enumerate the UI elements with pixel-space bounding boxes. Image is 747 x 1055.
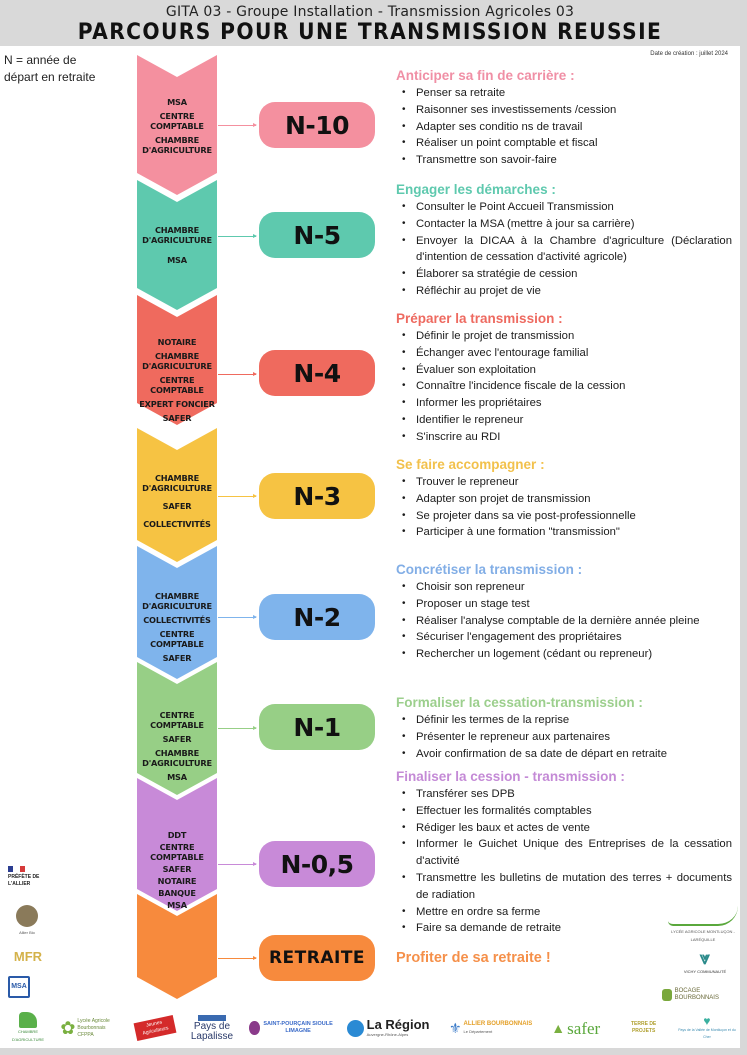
logo-text: Lycée Agricole Bourbonnais CFPPA xyxy=(77,1017,110,1038)
actors-n10 xyxy=(137,80,217,172)
logo-safer xyxy=(551,1020,611,1037)
logo-text: CHAMBRE D'AGRICULTURE xyxy=(11,1029,45,1042)
circle-icon xyxy=(249,1021,260,1035)
logo-text: Jeunes Agriculteurs xyxy=(133,1015,176,1041)
list-item: • Faire sa demande de retraite xyxy=(396,920,732,937)
section-n4 xyxy=(396,311,732,446)
logo-text: PRÉFÈTE DE L'ALLIER xyxy=(8,874,40,887)
list-item: • Adapter son projet de transmission xyxy=(396,491,732,508)
logo-region-aura xyxy=(347,1018,437,1038)
actor: CHAMBRE D'AGRICULTURE xyxy=(142,591,212,611)
section-n3 xyxy=(396,457,732,541)
list-item: • Définir le projet de transmission xyxy=(396,328,732,345)
list-item: • Contacter la MSA (mettre à jour sa carrière) xyxy=(396,216,732,233)
list-item: • Réaliser un point comptable et fiscal xyxy=(396,135,732,152)
connector-arrow-icon xyxy=(218,728,256,729)
actor: CENTRE COMPTABLE xyxy=(150,629,204,649)
list-item: • Rechercher un logement (cédant ou repreneur) xyxy=(396,646,732,663)
list-item: • Transférer ses DPB xyxy=(396,786,732,803)
creation-date: Date de création : juillet 2024 xyxy=(650,51,728,57)
section-heading: Concrétiser la transmission : xyxy=(396,562,583,577)
leaf-icon xyxy=(16,905,38,927)
actor: CHAMBRE D'AGRICULTURE xyxy=(142,473,212,493)
list-item: • Participer à une formation "transmission" xyxy=(396,524,732,541)
list-item: • Connaître l'incidence fiscale de la cession xyxy=(396,378,732,395)
list-item: • Se projeter dans sa vie post-professionnelle xyxy=(396,508,732,525)
logo-allier-bio xyxy=(12,905,42,937)
logo-subtext: Le Département xyxy=(463,1029,493,1034)
step-badge-retraite: RETRAITE xyxy=(259,935,375,981)
actor: SAFER xyxy=(162,864,192,874)
list-item: • Présenter le repreneur aux partenaires xyxy=(396,729,732,746)
mountain-icon xyxy=(347,1020,364,1037)
section-heading: Formaliser la cessation-transmission : xyxy=(396,695,643,710)
legend-note-line1: N = année de xyxy=(4,53,77,67)
actor: CENTRE COMPTABLE xyxy=(150,111,204,131)
connector-arrow-icon xyxy=(218,864,256,865)
logo-lycee-bourbonnais xyxy=(60,1018,122,1039)
logo-pays-lapalisse xyxy=(187,1015,237,1042)
actor: SAFER xyxy=(162,653,192,663)
actors-n3 xyxy=(137,462,217,540)
actor: CHAMBRE D'AGRICULTURE xyxy=(142,351,212,371)
list-item: • Proposer un stage test xyxy=(396,596,732,613)
logo-vichy xyxy=(680,948,730,976)
list-item: • Mettre en ordre sa ferme xyxy=(396,904,732,921)
header-banner xyxy=(0,0,740,46)
connector-arrow-icon xyxy=(218,125,256,126)
list-item: • Échanger avec l'entourage familial xyxy=(396,345,732,362)
page-title: PARCOURS POUR UNE TRANSMISSION REUSSIE xyxy=(77,20,663,45)
logo-text: SAINT-POURÇAIN SIOULE LIMAGNE xyxy=(263,1021,333,1034)
connector-arrow-icon xyxy=(218,617,256,618)
actor: COLLECTIVITÉS xyxy=(143,615,211,625)
list-item: • Rédiger les baux et actes de vente xyxy=(396,820,732,837)
list-item: • Choisir son repreneur xyxy=(396,579,732,596)
actor: EXPERT FONCIER xyxy=(139,399,215,409)
logo-msa xyxy=(8,976,30,998)
actor: MSA xyxy=(167,772,187,782)
logo-text: BOCAGE BOURBONNAIS xyxy=(674,988,719,1001)
fleur-icon: ⚜ xyxy=(448,1019,462,1036)
step-badge-n2: N-2 xyxy=(259,594,375,640)
list-item: • Identifier le repreneur xyxy=(396,412,732,429)
logo-text: VICHY COMMUNAUTÉ xyxy=(683,969,727,974)
logo-chambre-agriculture xyxy=(8,1012,48,1044)
actor: BANQUE xyxy=(158,888,196,898)
section-heading: Profiter de sa retraite ! xyxy=(396,950,551,966)
logo-text: LYCÉE AGRICOLE MONTLUÇON - LARÉQUILLE xyxy=(671,929,735,942)
list-item: • Raisonner ses investissements /cession xyxy=(396,102,732,119)
actors-n4 xyxy=(137,330,217,430)
actor: MSA xyxy=(167,900,187,910)
logo-lycee-montlucon xyxy=(668,906,738,944)
logo-text: TERRE DE PROJETS xyxy=(630,1021,657,1034)
actor: MSA xyxy=(167,97,187,107)
actor: CENTRE COMPTABLE xyxy=(150,710,204,730)
flower-icon: ✿ xyxy=(60,1017,76,1038)
logo-prefete xyxy=(8,866,48,888)
list-item: • Envoyer la DICAA à la Chambre d'agriculture (Déclaration d'intention de cessation d'activité agricole) xyxy=(396,233,732,267)
step-badge-n4: N-4 xyxy=(259,350,375,396)
header-subtitle: GITA 03 - Groupe Installation - Transmission Agricoles 03 xyxy=(165,4,575,20)
list-item: • Réfléchir au projet de vie xyxy=(396,283,732,300)
section-heading: Préparer la transmission : xyxy=(396,311,563,326)
logo-text: MSA xyxy=(11,983,27,990)
logo-allier-bourbonnais xyxy=(449,1021,539,1035)
list-item: • Sécuriser l'engagement des propriétaires xyxy=(396,629,732,646)
connector-arrow-icon xyxy=(218,236,256,237)
logo-text: Pays de la Vallée de Montluçon et du Cher xyxy=(678,1028,736,1039)
list-item: • Définir les termes de la reprise xyxy=(396,712,732,729)
legend-note-line2: départ en retraite xyxy=(4,70,96,84)
logo-text: safer xyxy=(567,1018,601,1038)
list-item: • Effectuer les formalités comptables xyxy=(396,803,732,820)
actor: COLLECTIVITÉS xyxy=(143,519,211,529)
step-badge-n3: N-3 xyxy=(259,473,375,519)
partner-logos xyxy=(8,1010,738,1046)
logo-pays-montlucon xyxy=(676,1015,738,1041)
swoosh-icon xyxy=(668,906,738,926)
chambre-icon xyxy=(19,1012,37,1028)
list-item: • Transmettre son savoir-faire xyxy=(396,152,732,169)
list-item: • Élaborer sa stratégie de cession xyxy=(396,266,732,283)
section-heading: Finaliser la cession - transmission : xyxy=(396,769,625,784)
step-badge-n05: N-0,5 xyxy=(259,841,375,887)
section-heading: Anticiper sa fin de carrière : xyxy=(396,68,575,83)
flag-icon xyxy=(8,866,48,872)
connector-arrow-icon xyxy=(218,496,256,497)
actors-n1 xyxy=(137,700,217,792)
list-item: • Évaluer son exploitation xyxy=(396,362,732,379)
section-heading: Engager les démarches : xyxy=(396,182,556,197)
heart-icon: ♥ xyxy=(703,1014,711,1028)
list-item: • Penser sa retraite xyxy=(396,85,732,102)
step-badge-n5: N-5 xyxy=(259,212,375,258)
actor: NOTAIRE xyxy=(157,876,197,886)
actor: SAFER xyxy=(162,413,192,423)
actor: CHAMBRE D'AGRICULTURE xyxy=(142,225,212,245)
list-item: • Consulter le Point Accueil Transmission xyxy=(396,199,732,216)
list-item: • Informer les propriétaires xyxy=(396,395,732,412)
logo-text: La Région xyxy=(366,1017,430,1032)
list-item: • Réaliser l'analyse comptable de la dernière année pleine xyxy=(396,613,732,630)
actor: CENTRE COMPTABLE xyxy=(150,375,204,395)
step-badge-n1: N-1 xyxy=(259,704,375,750)
section-n10 xyxy=(396,68,732,169)
step-badge-n10: N-10 xyxy=(259,102,375,148)
logo-mfr xyxy=(8,950,48,964)
list-item: • Avoir confirmation de sa date de départ en retraite xyxy=(396,746,732,763)
page-edge-bottom xyxy=(0,1048,747,1055)
page-edge-right xyxy=(740,0,747,1055)
logo-bocage xyxy=(662,988,732,1002)
actor: DDT xyxy=(167,830,187,840)
actor: SAFER xyxy=(162,501,192,511)
actors-n5 xyxy=(137,210,217,280)
list-item: • Trouver le repreneur xyxy=(396,474,732,491)
connector-arrow-icon xyxy=(218,374,256,375)
logo-saint-pourcain xyxy=(249,1021,334,1035)
list-item: • S'inscrire au RDI xyxy=(396,429,732,446)
vichy-v-icon: ⩔ xyxy=(699,948,711,968)
section-n5 xyxy=(396,182,732,300)
list-item: • Transmettre les bulletins de mutation des terres + documents de radiation xyxy=(396,870,732,904)
section-heading: Se faire accompagner : xyxy=(396,457,545,472)
logo-text: MFR xyxy=(13,949,43,964)
section-n1 xyxy=(396,695,732,762)
list-item: • Informer le Guichet Unique des Entreprises de la cessation d'activité xyxy=(396,836,732,870)
actor: CENTRE COMPTABLE xyxy=(150,842,204,862)
actor: SAFER xyxy=(162,734,192,744)
actors-n2 xyxy=(137,578,217,676)
legend-note xyxy=(4,52,95,86)
actor: CHAMBRE D'AGRICULTURE xyxy=(142,135,212,155)
logo-jeunes-agriculteurs xyxy=(135,1019,175,1037)
actors-n05 xyxy=(137,820,217,920)
triangle-icon: ▲ xyxy=(551,1019,566,1036)
actor: MSA xyxy=(167,255,187,265)
connector-arrow-icon xyxy=(218,958,256,959)
logo-text: Pays de Lapalisse xyxy=(190,1020,234,1042)
logo-subtext: Auvergne-Rhône-Alpes xyxy=(366,1032,409,1037)
section-n2 xyxy=(396,562,732,663)
logo-text: ALLIER BOURBONNAIS xyxy=(463,1021,533,1027)
list-item: • Adapter ses conditio ns de travail xyxy=(396,119,732,136)
logo-text: Allier Bio xyxy=(19,930,35,935)
actor: NOTAIRE xyxy=(157,337,197,347)
logo-terre-de-projets xyxy=(624,1021,664,1035)
actor: CHAMBRE D'AGRICULTURE xyxy=(142,748,212,768)
leaf-icon xyxy=(662,989,672,1001)
